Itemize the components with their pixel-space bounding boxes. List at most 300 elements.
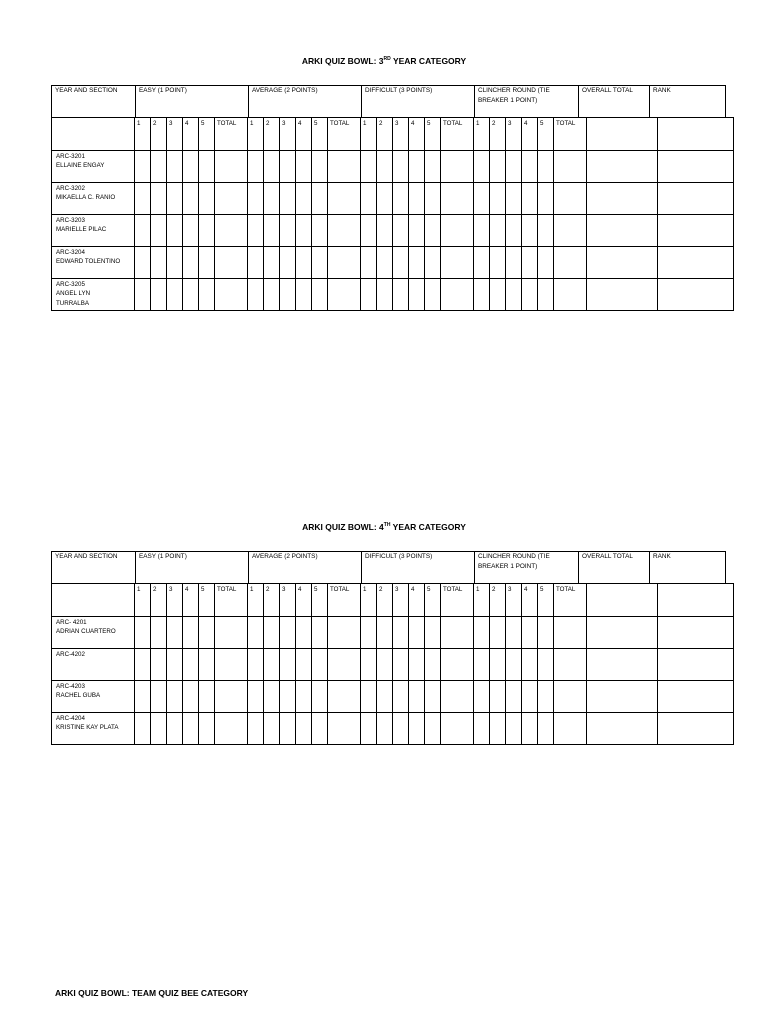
score-cell[interactable] — [328, 279, 361, 311]
score-cell[interactable] — [490, 215, 506, 247]
score-cell[interactable] — [409, 713, 425, 745]
score-cell[interactable] — [538, 681, 554, 713]
score-cell[interactable] — [377, 279, 393, 311]
score-cell[interactable] — [409, 215, 425, 247]
score-cell[interactable] — [538, 247, 554, 279]
score-cell[interactable] — [167, 215, 183, 247]
score-cell[interactable] — [441, 681, 474, 713]
score-cell[interactable] — [377, 151, 393, 183]
score-cell[interactable] — [312, 247, 328, 279]
score-cell[interactable] — [361, 681, 377, 713]
score-cell[interactable] — [296, 279, 312, 311]
member-names: KRISTINE KAY PLATA — [56, 724, 119, 732]
question-number: 5 — [538, 118, 554, 151]
member-names: RACHEL GUBA — [56, 692, 101, 700]
empty-cell — [52, 584, 135, 617]
score-cell[interactable] — [135, 649, 151, 681]
question-number: 3 — [506, 584, 522, 617]
score-cell[interactable] — [183, 617, 199, 649]
score-cell[interactable] — [296, 151, 312, 183]
score-cell[interactable] — [554, 681, 587, 713]
score-cell[interactable] — [151, 681, 167, 713]
overall-total-cell[interactable] — [587, 649, 658, 681]
question-number: 2 — [490, 584, 506, 617]
rank-cell[interactable] — [658, 247, 734, 279]
score-cell[interactable] — [522, 279, 538, 311]
score-cell[interactable] — [183, 215, 199, 247]
score-cell[interactable] — [425, 247, 441, 279]
round-total-label: TOTAL — [441, 584, 474, 617]
score-cell[interactable] — [167, 151, 183, 183]
score-cell[interactable] — [199, 215, 215, 247]
score-cell[interactable] — [199, 183, 215, 215]
score-cell[interactable] — [538, 713, 554, 745]
score-cell[interactable] — [425, 151, 441, 183]
score-cell[interactable] — [361, 247, 377, 279]
question-number: 2 — [264, 118, 280, 151]
header-clincher: CLINCHER ROUND (TIE BREAKER 1 POINT) — [474, 86, 578, 117]
score-cell[interactable] — [393, 713, 409, 745]
score-cell[interactable] — [183, 713, 199, 745]
score-cell[interactable] — [361, 617, 377, 649]
rank-cell[interactable] — [658, 713, 734, 745]
score-cell[interactable] — [490, 681, 506, 713]
score-cell[interactable] — [183, 183, 199, 215]
overall-total-cell — [587, 118, 658, 151]
score-cell[interactable] — [522, 649, 538, 681]
score-cell[interactable] — [393, 247, 409, 279]
score-cell[interactable] — [199, 247, 215, 279]
score-cell[interactable] — [296, 617, 312, 649]
rank-cell[interactable] — [658, 279, 734, 311]
score-cell[interactable] — [248, 215, 264, 247]
score-cell[interactable] — [522, 215, 538, 247]
question-number: 2 — [377, 118, 393, 151]
member-names: ELLAINE ENGAY — [56, 162, 105, 170]
score-cell[interactable] — [490, 713, 506, 745]
score-cell[interactable] — [248, 713, 264, 745]
question-number: 5 — [425, 584, 441, 617]
score-cell[interactable] — [425, 713, 441, 745]
score-cell[interactable] — [441, 215, 474, 247]
score-cell[interactable] — [296, 215, 312, 247]
question-number: 5 — [538, 584, 554, 617]
score-cell[interactable] — [264, 713, 280, 745]
overall-total-cell[interactable] — [587, 713, 658, 745]
score-cell[interactable] — [199, 649, 215, 681]
score-cell[interactable] — [167, 617, 183, 649]
score-cell[interactable] — [328, 215, 361, 247]
score-cell[interactable] — [296, 649, 312, 681]
score-cell[interactable] — [167, 247, 183, 279]
score-cell[interactable] — [328, 617, 361, 649]
score-cell[interactable] — [506, 279, 522, 311]
overall-total-cell[interactable] — [587, 617, 658, 649]
sheet-1-title: ARKI QUIZ BOWL: 3RD YEAR CATEGORY — [301, 56, 467, 66]
question-number: 2 — [264, 584, 280, 617]
sheet-1-score-table — [51, 117, 734, 311]
question-number: 1 — [361, 118, 377, 151]
header-rank: RANK — [649, 552, 725, 583]
score-cell[interactable] — [328, 713, 361, 745]
score-cell[interactable] — [554, 279, 587, 311]
score-cell[interactable] — [393, 681, 409, 713]
score-cell[interactable] — [554, 649, 587, 681]
score-cell[interactable] — [409, 183, 425, 215]
score-cell[interactable] — [264, 681, 280, 713]
score-cell[interactable] — [490, 247, 506, 279]
score-cell[interactable] — [522, 151, 538, 183]
member-names: ADRIAN CUARTERO — [56, 628, 116, 636]
rank-cell[interactable] — [658, 151, 734, 183]
score-cell[interactable] — [264, 183, 280, 215]
score-cell[interactable] — [280, 151, 296, 183]
score-cell[interactable] — [167, 183, 183, 215]
score-cell[interactable] — [409, 247, 425, 279]
score-cell[interactable] — [151, 151, 167, 183]
question-number: 3 — [280, 584, 296, 617]
score-cell[interactable] — [361, 183, 377, 215]
score-cell[interactable] — [183, 681, 199, 713]
score-cell[interactable] — [490, 151, 506, 183]
score-cell[interactable] — [393, 617, 409, 649]
header-average: AVERAGE (2 POINTS) — [248, 552, 361, 583]
score-cell[interactable] — [554, 215, 587, 247]
score-cell[interactable] — [538, 215, 554, 247]
score-cell[interactable] — [538, 151, 554, 183]
score-cell[interactable] — [377, 649, 393, 681]
rank-cell[interactable] — [658, 617, 734, 649]
score-cell[interactable] — [425, 617, 441, 649]
header-overall-total: OVERALL TOTAL — [578, 552, 649, 583]
score-cell[interactable] — [441, 649, 474, 681]
header-clincher: CLINCHER ROUND (TIE BREAKER 1 POINT) — [474, 552, 578, 583]
score-cell[interactable] — [409, 681, 425, 713]
overall-total-cell[interactable] — [587, 215, 658, 247]
question-number: 1 — [361, 584, 377, 617]
question-number: 4 — [409, 118, 425, 151]
score-cell[interactable] — [183, 247, 199, 279]
score-cell[interactable] — [554, 247, 587, 279]
question-number: 4 — [296, 584, 312, 617]
score-cell[interactable] — [522, 617, 538, 649]
score-cell[interactable] — [151, 183, 167, 215]
score-cell[interactable] — [506, 215, 522, 247]
rank-cell[interactable] — [658, 649, 734, 681]
score-cell[interactable] — [490, 617, 506, 649]
score-cell[interactable] — [312, 183, 328, 215]
score-cell[interactable] — [151, 215, 167, 247]
score-cell[interactable] — [441, 151, 474, 183]
score-cell[interactable] — [393, 649, 409, 681]
score-cell[interactable] — [215, 151, 248, 183]
score-cell[interactable] — [474, 713, 490, 745]
team-info-cell — [52, 279, 135, 311]
score-cell[interactable] — [506, 713, 522, 745]
score-cell[interactable] — [377, 183, 393, 215]
score-cell[interactable] — [361, 649, 377, 681]
team-row — [52, 247, 734, 279]
score-cell[interactable] — [135, 279, 151, 311]
score-cell[interactable] — [248, 183, 264, 215]
overall-total-cell[interactable] — [587, 183, 658, 215]
score-cell[interactable] — [264, 247, 280, 279]
score-cell[interactable] — [474, 247, 490, 279]
score-cell[interactable] — [280, 215, 296, 247]
score-cell[interactable] — [135, 215, 151, 247]
score-cell[interactable] — [215, 681, 248, 713]
score-cell[interactable] — [167, 649, 183, 681]
score-cell[interactable] — [554, 617, 587, 649]
round-total-label: TOTAL — [215, 118, 248, 151]
question-number: 5 — [312, 118, 328, 151]
score-cell[interactable] — [183, 279, 199, 311]
score-cell[interactable] — [312, 713, 328, 745]
score-cell[interactable] — [506, 183, 522, 215]
team-info-cell — [52, 681, 135, 713]
score-cell[interactable] — [538, 617, 554, 649]
score-cell[interactable] — [135, 617, 151, 649]
score-cell[interactable] — [151, 617, 167, 649]
sheet-1-header-row — [51, 85, 726, 118]
score-cell[interactable] — [441, 183, 474, 215]
score-cell[interactable] — [135, 151, 151, 183]
score-cell[interactable] — [199, 713, 215, 745]
question-number: 3 — [167, 118, 183, 151]
score-cell[interactable] — [393, 279, 409, 311]
overall-total-cell — [587, 584, 658, 617]
score-cell[interactable] — [522, 681, 538, 713]
score-cell[interactable] — [474, 279, 490, 311]
score-cell[interactable] — [248, 681, 264, 713]
score-cell[interactable] — [167, 279, 183, 311]
score-cell[interactable] — [296, 183, 312, 215]
score-cell[interactable] — [264, 215, 280, 247]
score-cell[interactable] — [199, 681, 215, 713]
score-cell[interactable] — [248, 649, 264, 681]
score-cell[interactable] — [474, 151, 490, 183]
team-row — [52, 279, 734, 311]
member-names: MARIELLE PILAC — [56, 226, 107, 234]
team-info-cell — [52, 247, 135, 279]
header-year-section: YEAR AND SECTION — [55, 553, 118, 560]
score-cell[interactable] — [328, 649, 361, 681]
score-cell[interactable] — [328, 151, 361, 183]
score-cell[interactable] — [490, 649, 506, 681]
score-cell[interactable] — [215, 279, 248, 311]
score-cell[interactable] — [264, 617, 280, 649]
score-cell[interactable] — [377, 681, 393, 713]
score-cell[interactable] — [199, 279, 215, 311]
score-cell[interactable] — [409, 617, 425, 649]
score-cell[interactable] — [361, 215, 377, 247]
score-cell[interactable] — [393, 215, 409, 247]
score-cell[interactable] — [215, 215, 248, 247]
score-cell[interactable] — [377, 215, 393, 247]
score-cell[interactable] — [554, 713, 587, 745]
score-cell[interactable] — [490, 279, 506, 311]
score-cell[interactable] — [312, 649, 328, 681]
team-category-title: ARKI QUIZ BOWL: TEAM QUIZ BEE CATEGORY — [55, 988, 249, 998]
header-average: AVERAGE (2 POINTS) — [248, 86, 361, 117]
sheet-2-score-table — [51, 583, 734, 745]
score-cell[interactable] — [280, 617, 296, 649]
score-cell[interactable] — [490, 183, 506, 215]
score-cell[interactable] — [248, 151, 264, 183]
question-number: 3 — [280, 118, 296, 151]
score-cell[interactable] — [474, 617, 490, 649]
score-cell[interactable] — [328, 183, 361, 215]
score-cell[interactable] — [215, 247, 248, 279]
score-cell[interactable] — [135, 247, 151, 279]
score-cell[interactable] — [425, 215, 441, 247]
team-info-cell — [52, 713, 135, 745]
question-number: 5 — [312, 584, 328, 617]
score-cell[interactable] — [312, 681, 328, 713]
section-code: ARC-3203 — [56, 217, 85, 224]
score-cell[interactable] — [393, 183, 409, 215]
score-cell[interactable] — [151, 713, 167, 745]
score-cell[interactable] — [264, 151, 280, 183]
score-cell[interactable] — [538, 183, 554, 215]
score-cell[interactable] — [167, 713, 183, 745]
score-cell[interactable] — [199, 617, 215, 649]
score-cell[interactable] — [312, 279, 328, 311]
score-cell[interactable] — [554, 183, 587, 215]
question-number: 1 — [248, 118, 264, 151]
question-number: 2 — [377, 584, 393, 617]
team-info-cell — [52, 649, 135, 681]
score-cell[interactable] — [183, 151, 199, 183]
header-rank: RANK — [649, 86, 725, 117]
score-cell[interactable] — [538, 279, 554, 311]
score-cell[interactable] — [183, 649, 199, 681]
score-cell[interactable] — [264, 279, 280, 311]
score-cell[interactable] — [280, 713, 296, 745]
score-cell[interactable] — [522, 247, 538, 279]
question-number: 4 — [183, 584, 199, 617]
score-cell[interactable] — [506, 681, 522, 713]
team-row — [52, 681, 734, 713]
score-cell[interactable] — [151, 247, 167, 279]
score-cell[interactable] — [506, 247, 522, 279]
score-cell[interactable] — [151, 649, 167, 681]
score-cell[interactable] — [377, 713, 393, 745]
question-number: 5 — [199, 584, 215, 617]
score-cell[interactable] — [474, 681, 490, 713]
overall-total-cell[interactable] — [587, 247, 658, 279]
score-cell[interactable] — [393, 151, 409, 183]
score-cell[interactable] — [554, 151, 587, 183]
score-cell[interactable] — [135, 183, 151, 215]
overall-total-cell[interactable] — [587, 279, 658, 311]
score-cell[interactable] — [377, 617, 393, 649]
score-cell[interactable] — [215, 183, 248, 215]
score-cell[interactable] — [361, 151, 377, 183]
header-difficult: DIFFICULT (3 POINTS) — [361, 552, 474, 583]
score-cell[interactable] — [409, 151, 425, 183]
question-number: 5 — [425, 118, 441, 151]
score-cell[interactable] — [280, 279, 296, 311]
rank-cell[interactable] — [658, 215, 734, 247]
score-cell[interactable] — [538, 649, 554, 681]
score-cell[interactable] — [506, 649, 522, 681]
section-code: ARC-4204 — [56, 715, 85, 722]
score-cell[interactable] — [312, 215, 328, 247]
member-names: MIKAELLA C. RANIO — [56, 194, 116, 202]
score-cell[interactable] — [296, 247, 312, 279]
score-cell[interactable] — [361, 713, 377, 745]
score-cell[interactable] — [409, 279, 425, 311]
score-cell[interactable] — [215, 617, 248, 649]
question-number: 3 — [506, 118, 522, 151]
score-cell[interactable] — [522, 713, 538, 745]
score-cell[interactable] — [312, 617, 328, 649]
overall-total-cell[interactable] — [587, 151, 658, 183]
score-cell[interactable] — [361, 279, 377, 311]
question-number: 2 — [151, 118, 167, 151]
score-cell[interactable] — [474, 183, 490, 215]
score-cell[interactable] — [409, 649, 425, 681]
score-cell[interactable] — [215, 713, 248, 745]
score-cell[interactable] — [425, 649, 441, 681]
score-cell[interactable] — [296, 713, 312, 745]
score-cell[interactable] — [425, 681, 441, 713]
score-cell[interactable] — [441, 247, 474, 279]
question-number: 3 — [393, 584, 409, 617]
overall-total-cell[interactable] — [587, 681, 658, 713]
score-cell[interactable] — [506, 617, 522, 649]
score-cell[interactable] — [280, 649, 296, 681]
score-cell[interactable] — [167, 681, 183, 713]
question-number: 4 — [522, 118, 538, 151]
score-cell[interactable] — [248, 617, 264, 649]
score-cell[interactable] — [264, 649, 280, 681]
score-cell[interactable] — [296, 681, 312, 713]
score-cell[interactable] — [522, 183, 538, 215]
score-cell[interactable] — [328, 681, 361, 713]
score-cell[interactable] — [199, 151, 215, 183]
score-cell[interactable] — [215, 649, 248, 681]
header-overall-total: OVERALL TOTAL — [578, 86, 649, 117]
score-cell[interactable] — [441, 279, 474, 311]
score-cell[interactable] — [151, 279, 167, 311]
team-row — [52, 713, 734, 745]
score-cell[interactable] — [248, 247, 264, 279]
score-cell[interactable] — [425, 183, 441, 215]
score-cell[interactable] — [280, 681, 296, 713]
score-cell[interactable] — [377, 247, 393, 279]
score-cell[interactable] — [506, 151, 522, 183]
score-cell[interactable] — [474, 649, 490, 681]
score-cell[interactable] — [248, 279, 264, 311]
score-cell[interactable] — [135, 713, 151, 745]
score-cell[interactable] — [135, 681, 151, 713]
score-cell[interactable] — [441, 713, 474, 745]
member-names: ANGEL LYN TURRALBA — [56, 290, 91, 307]
score-cell[interactable] — [280, 247, 296, 279]
score-cell[interactable] — [425, 279, 441, 311]
question-number: 1 — [474, 584, 490, 617]
score-cell[interactable] — [312, 151, 328, 183]
score-cell[interactable] — [474, 215, 490, 247]
score-cell[interactable] — [280, 183, 296, 215]
score-cell[interactable] — [441, 617, 474, 649]
rank-cell[interactable] — [658, 681, 734, 713]
score-cell[interactable] — [328, 247, 361, 279]
rank-cell[interactable] — [658, 183, 734, 215]
empty-cell — [52, 118, 135, 151]
